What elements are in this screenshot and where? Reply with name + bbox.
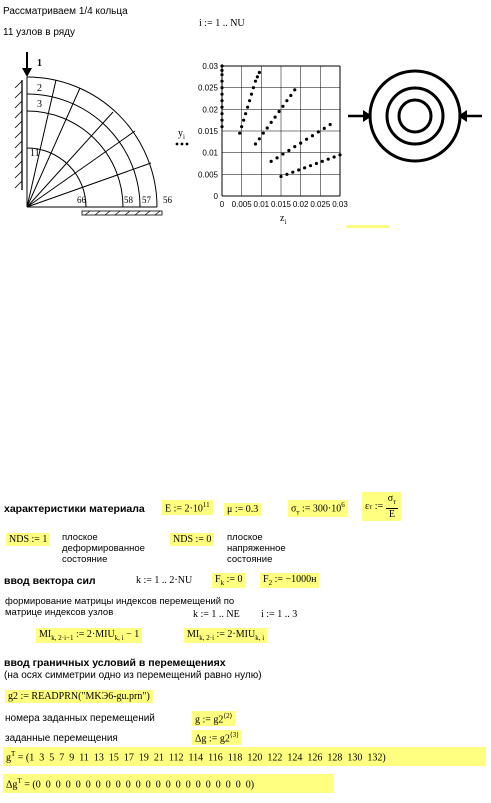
data-point [220,64,223,67]
sigma-text: σ [291,503,297,515]
mi2-sub: k, 2·i [199,634,215,642]
eps-sub: т [369,502,373,511]
data-point [303,166,306,169]
data-point [254,80,257,83]
data-point [293,88,296,91]
forces-heading: ввод вектора сил [4,575,96,587]
g-assign-text: g := g2 [195,714,224,726]
data-point [323,127,326,130]
youngs-modulus-expression[interactable] [162,500,213,515]
dgt-values: = (0 0 0 0 0 0 0 0 0 0 0 0 0 0 0 0 0 0 0 0 0 0) [24,779,255,791]
data-point [238,132,241,135]
eps-fraction [386,493,398,520]
data-point [220,93,223,96]
data-point [299,142,302,145]
force-arrow-icon [22,52,32,77]
x-tick-label: 0.025 [310,200,331,209]
data-point [287,149,290,152]
legend-marker [176,143,189,146]
node-label: 56 [163,195,172,205]
node-label: 57 [142,195,151,205]
mi2-rhs: := 2·MIU [214,629,256,640]
nds-plane-stress-label: плоское напряженное состояние [227,532,286,565]
node-label: 11 [30,148,40,159]
data-point [281,105,284,108]
data-point [244,112,247,115]
material-heading: характеристики материала [4,503,145,515]
eps-assign: := [372,501,386,512]
empty-region-marker[interactable] [346,225,390,228]
boundary-heading: ввод граничных условий в перемещениях [4,657,226,669]
data-point [242,119,245,122]
data-point [220,99,223,102]
e-exp: 11 [202,501,210,509]
matrix-i-range[interactable]: i := 1 .. 3 [261,609,298,620]
nds-plane-stress-expression[interactable]: NDS := 0 [170,533,214,546]
data-point [293,145,296,148]
mi1-tail: − 1 [123,629,140,640]
data-point [315,162,318,165]
g-assign-expression[interactable] [192,711,235,726]
x-tick-label: 0 [219,200,225,209]
y-tick-label: 0.02 [202,105,218,115]
data-point [279,175,282,178]
mi-odd-expression[interactable] [36,628,142,643]
gt-values: = (1 3 5 7 9 11 13 15 17 19 21 112 114 116 118 120 122 124 126 128 130 132) [17,752,386,764]
yield-stress-expression[interactable] [288,500,348,517]
data-point [254,142,257,145]
node-label: 2 [37,83,42,94]
y-tick-label: 0 [213,192,218,201]
data-point [220,69,223,72]
y-tick-label: 0.01 [202,148,218,158]
data-point [248,99,251,102]
mi2-rhs-sub: k, i [255,634,265,642]
fk-rhs: := 0 [224,574,243,585]
x-tick-label: 0.03 [332,200,348,209]
data-point [329,123,332,126]
y-axis-label: $y_i$ [178,128,185,141]
node-label: 3 [37,99,42,110]
y-tick-label: 0.005 [197,170,218,180]
data-point [246,106,249,109]
e-text: E := 2·10 [165,503,203,515]
eps-num: σ [387,493,394,504]
eps-numerator [386,493,398,509]
sigma-sub: т [296,508,300,517]
yield-strain-expression[interactable] [362,492,401,521]
f2-text: F [263,574,269,585]
data-point [275,156,278,159]
data-point [305,138,308,141]
mesh-figure [10,50,180,225]
node-label: 58 [124,195,133,205]
force-index-range[interactable]: k := 1 .. 2·NU [136,575,193,586]
data-point [258,71,261,74]
g-transpose-result[interactable] [3,747,486,766]
data-point [220,80,223,83]
g-col: ⟨2⟩ [223,712,233,720]
node-label: 66 [77,195,86,205]
data-point [220,112,223,115]
data-point [220,119,223,122]
nds-plane-strain-label: плоское деформированное состояние [62,532,145,565]
dg-transpose-result[interactable] [3,774,334,793]
data-point [297,168,300,171]
f2-sub: 2 [268,579,273,587]
x-tick-label: 0.015 [270,200,292,209]
x-axis-label: $z_i$ [280,213,287,226]
mi-even-expression[interactable] [184,628,267,643]
dg-col: ⟨3⟩ [229,731,239,739]
range-i-expression[interactable]: i := 1 .. NU [199,18,245,29]
dgt-name: Δg [6,779,18,791]
left-arrow-icon [348,110,372,122]
x-tick-label: 0.005 [231,200,252,209]
mi1-text: MI [39,629,52,640]
force-zero-expression[interactable] [212,573,245,588]
x-tick-label: 0.01 [253,200,270,209]
eps-denominator: E [388,509,395,520]
dof-numbers-label: номера заданных перемещений [5,713,155,724]
force-load-expression[interactable] [260,573,319,588]
gt-name: g [6,752,11,764]
title-text: Рассматриваем 1/4 кольца [3,6,128,17]
ring-compression-figure [345,62,485,177]
mi1-rhs: := 2·MIU [73,629,115,640]
data-point [311,134,314,137]
displacements-label: заданные перемещения [5,733,118,744]
data-point [250,93,253,96]
data-point [262,132,265,135]
data-point [291,171,294,174]
fk-sub: k [220,579,225,587]
y-tick-label: 0.03 [202,62,218,71]
data-point [256,75,259,78]
matrix-k-range[interactable]: k := 1 .. NE [193,609,240,620]
data-point [220,125,223,128]
data-point [285,99,288,102]
data-point [317,130,320,133]
data-point [333,155,336,158]
sigma-exp: 6 [341,501,345,509]
data-point [277,110,280,113]
data-point [274,116,277,119]
gt-sup: T [11,750,16,758]
node-label: 1 [37,58,42,69]
data-point [270,121,273,124]
y-tick-label: 0.015 [197,127,218,136]
data-point [285,173,288,176]
data-point [220,86,223,89]
poisson-ratio-expression[interactable]: μ := 0.3 [224,503,261,516]
eps-num-sub: т [393,498,397,506]
dg-assign-expression[interactable] [192,730,242,745]
boundary-note: (на осях симметрии одно из перемещений равно нулю) [4,670,262,681]
dg-assign-text: Δg := g2 [195,733,230,745]
x-tick-label: 0.02 [292,200,309,209]
data-point [252,86,255,89]
data-point [266,126,269,129]
data-point [220,73,223,76]
data-point [281,152,284,155]
nodes-per-row-text: 11 узлов в ряду [3,27,76,38]
data-point [321,160,324,163]
data-point [220,106,223,109]
data-point [289,94,292,97]
nds-plane-strain-expression[interactable]: NDS := 1 [6,533,50,546]
fk-text: F [215,574,221,585]
data-point [258,137,261,140]
data-point [270,160,273,163]
dgt-sup: T [17,777,22,785]
right-arrow-icon [458,110,482,122]
mi1-rhs-sub: k, i [114,634,124,642]
data-point [240,125,243,128]
y-tick-label: 0.025 [197,83,218,93]
data-point [338,153,341,156]
sigma-rhs: := 300·10 [299,503,342,515]
mi1-sub: k, 2·i−1 [51,634,74,642]
mi2-text: MI [187,629,200,640]
f2-rhs: := −1000н [272,574,317,585]
data-point [309,164,312,167]
matrix-description: формирование матрицы индексов перемещений по матрице индексов узлов [5,596,235,618]
eps-text: ε [365,501,370,512]
node-scatter-chart[interactable] [170,58,355,228]
data-point [327,158,330,161]
read-prn-expression[interactable]: g2 := READPRN("MKЭ6-gu.prn") [5,690,153,703]
